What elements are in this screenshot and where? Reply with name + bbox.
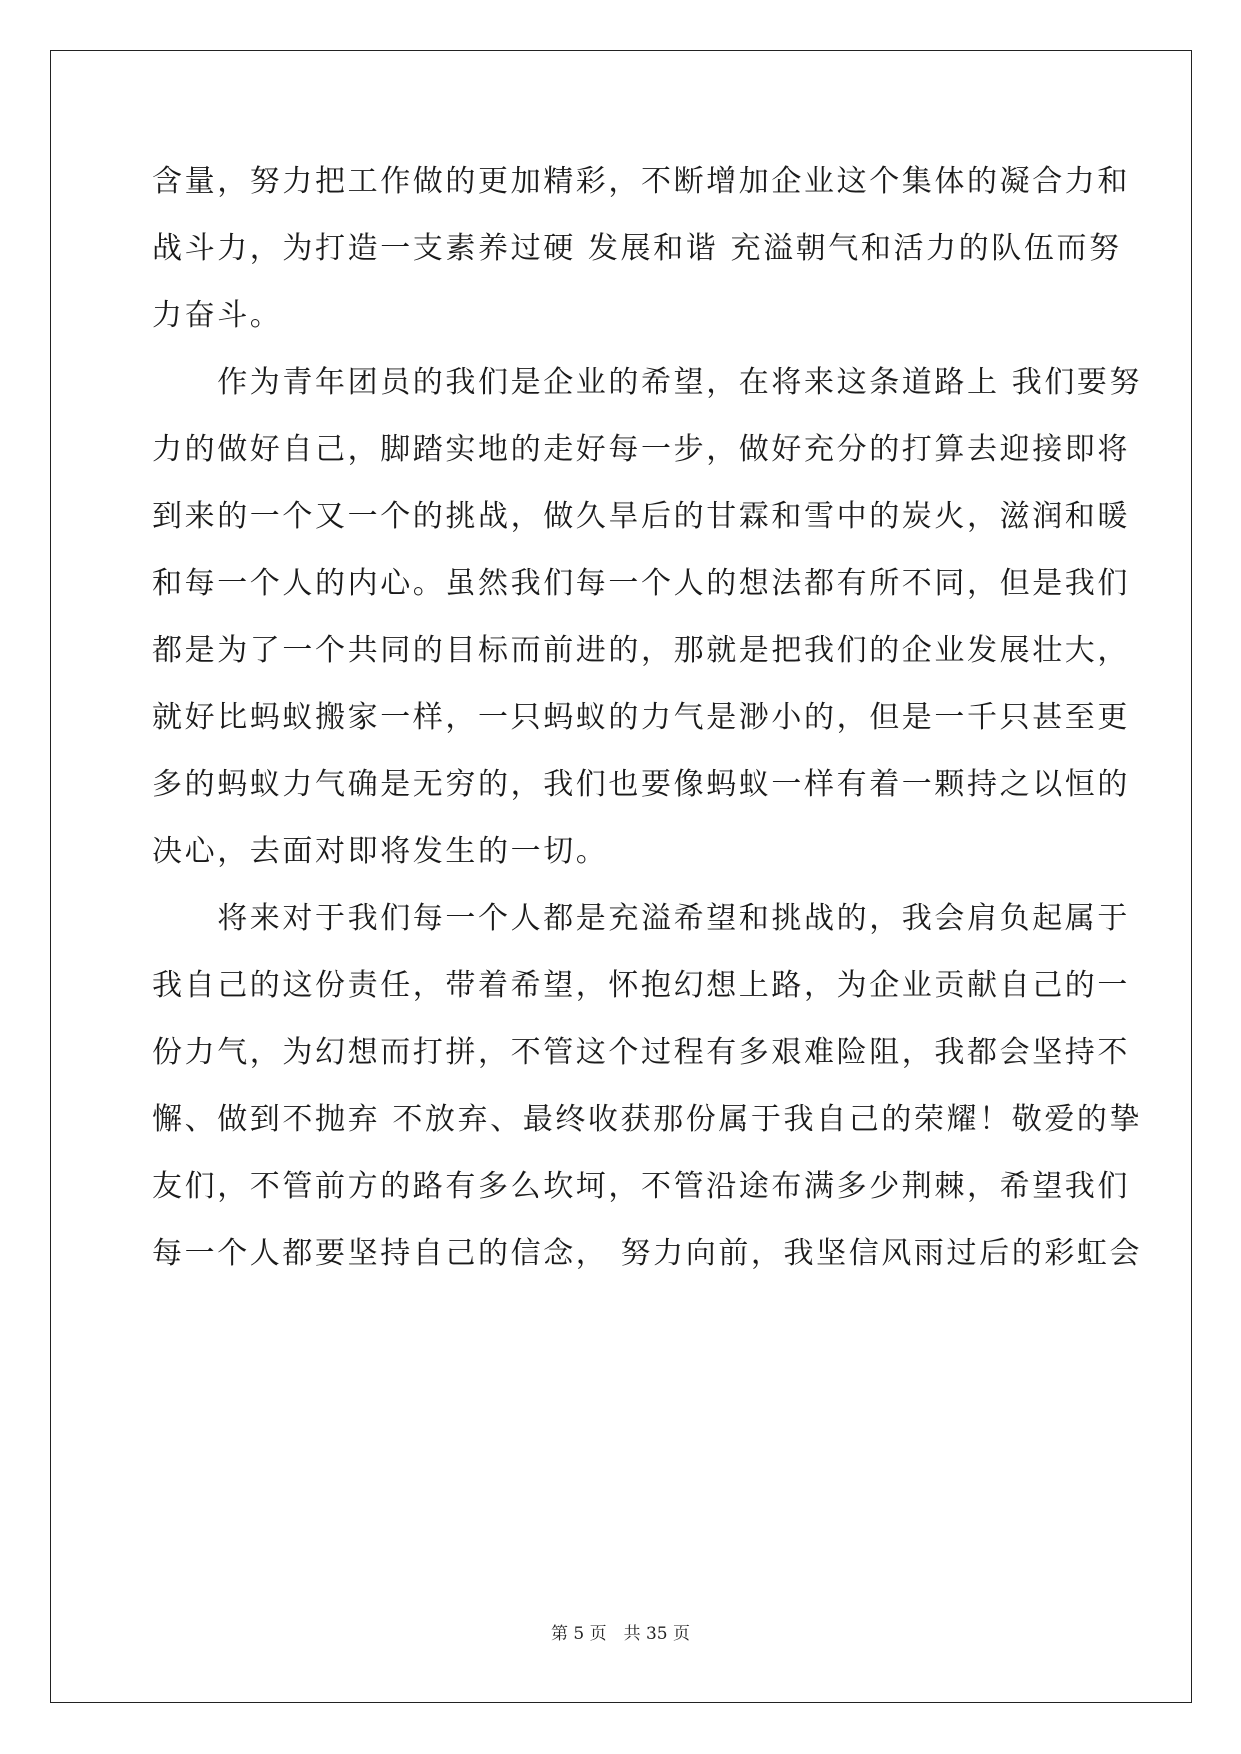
text-line: 将来对于我们每一个人都是充溢希望和挑战的，我会肩负起属于 xyxy=(152,901,1130,936)
text-line: 我自己的这份责任，带着希望，怀抱幻想上路，为企业贡献自己的一 xyxy=(152,968,1130,1003)
text-line: 战斗力，为打造一支素养过硬 发展和谐 充溢朝气和活力的队伍而努 xyxy=(152,231,1122,266)
text-line: 含量，努力把工作做的更加精彩，不断增加企业这个集体的凝合力和 xyxy=(152,164,1130,199)
text-line: 力的做好自己，脚踏实地的走好每一步，做好充分的打算去迎接即将 xyxy=(152,432,1130,467)
text-line: 懈、做到不抛弃 不放弃、最终收获那份属于我自己的荣耀！敬爱的挚 xyxy=(152,1102,1143,1137)
text-line: 作为青年团员的我们是企业的希望，在将来这条道路上 我们要努 xyxy=(152,365,1143,400)
text-line: 到来的一个又一个的挑战，做久旱后的甘霖和雪中的炭火，滋润和暖 xyxy=(152,499,1130,534)
text-line: 和每一个人的内心。虽然我们每一个人的想法都有所不同，但是我们 xyxy=(152,566,1130,601)
text-line: 每一个人都要坚持自己的信念， 努力向前，我坚信风雨过后的彩虹会 xyxy=(152,1236,1143,1271)
text-line: 都是为了一个共同的目标而前进的，那就是把我们的企业发展壮大， xyxy=(152,633,1130,668)
text-line: 友们，不管前方的路有多么坎坷，不管沿途布满多少荆棘，希望我们 xyxy=(152,1169,1130,1204)
page-number-footer: 第 5 页 共 35 页 xyxy=(550,1624,691,1644)
text-line: 就好比蚂蚁搬家一样，一只蚂蚁的力气是渺小的，但是一千只甚至更 xyxy=(152,700,1130,735)
text-line: 多的蚂蚁力气确是无穷的，我们也要像蚂蚁一样有着一颗持之以恒的 xyxy=(152,767,1130,802)
text-line: 份力气，为幻想而打拼，不管这个过程有多艰难险阻，我都会坚持不 xyxy=(152,1035,1130,1070)
text-line: 力奋斗。 xyxy=(152,298,283,333)
text-line: 决心，去面对即将发生的一切。 xyxy=(152,834,609,869)
